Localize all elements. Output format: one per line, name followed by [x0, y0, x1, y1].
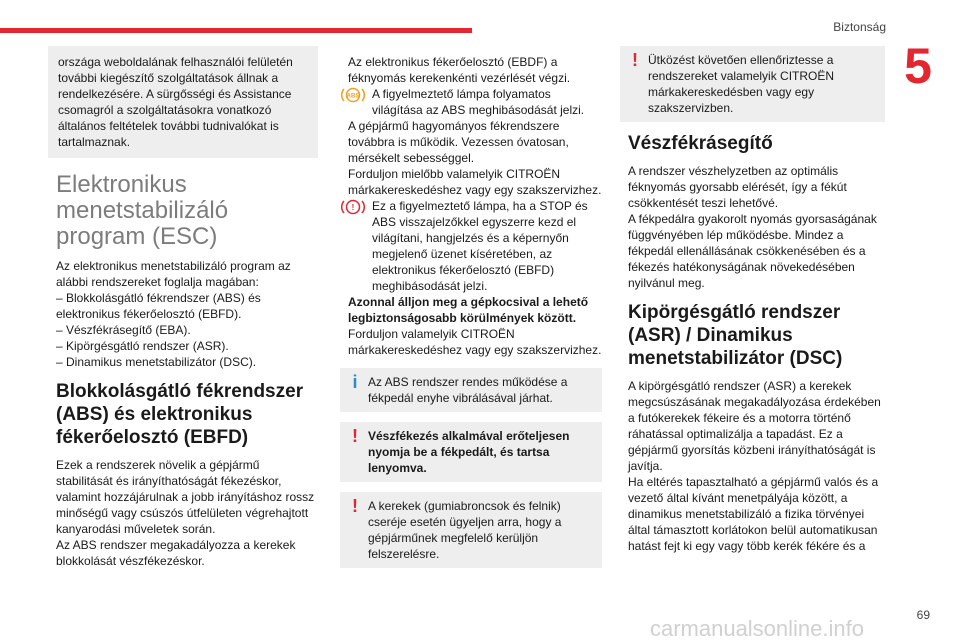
- esc-list-item: – Vészfékrásegítő (EBA).: [56, 323, 191, 337]
- warning-icon: !: [632, 50, 638, 70]
- abs-lamp-row: [340, 86, 602, 118]
- esc-list-item: – Dinamikus menetstabilizátor (DSC).: [56, 355, 257, 369]
- info-callout-text: Az ABS rendszer rendes működése a fékpedál enyhe vibrálásával járhat.: [368, 375, 568, 405]
- eba-paragraph-1: A rendszer vészhelyzetben az optimális féknyomás gyorsabb elérését, így a fékút csökkentését teszi lehetővé.: [628, 164, 847, 210]
- stop-bold-instruction: Azonnal álljon meg a gépkocsival a lehető legbiztonságosabb körülmények között.: [348, 295, 589, 325]
- info-icon: i: [352, 372, 358, 392]
- intro-box-text: országa weboldalának felhasználói felületén további kiegészítő szolgáltatások állnak a rendelkezésére. A sürgősségi és Assistance csomagról a szolgáltatásokra vonatkozó általános feltételek további tudnivalókat is tartalmaznak.: [58, 55, 293, 149]
- warning-callout-2-text: A kerekek (gumiabroncsok és felnik) cseréje esetén ügyeljen arra, hogy a gépjárműnek megfelelő kerüljön felszerelésre.: [368, 499, 562, 561]
- esc-list-item: – Kipörgésgátló rendszer (ASR).: [56, 339, 229, 353]
- column-3: [620, 46, 885, 554]
- paragraph-2: A gépjármű hagyományos fékrendszere továbbra is működik. Vezessen óvatosan, mérsékelt sebességgel.: [348, 119, 569, 165]
- abs-warning-lamp-icon: [340, 86, 366, 104]
- watermark: carmanualsonline.info: [649, 616, 864, 641]
- warning-callout-2: [340, 492, 602, 568]
- chapter-number: 5: [904, 38, 932, 94]
- column-2: [340, 54, 602, 578]
- asr-paragraph-1: A kipörgésgátló rendszer (ASR) a kerekek megcsúszásának megakadályozása érdekében a futókerekek fékeire és a motorra történő ráhatással optimalizálja a tapadást. Ez a gépjármű gyorsítás közbeni irányíthatóságát is javítja.: [628, 379, 881, 473]
- paragraph-4: Forduljon valamelyik CITROËN márkakereskedéshez vagy egy szakszervizhez.: [348, 327, 602, 357]
- abs-paragraph-1: Ezek a rendszerek növelik a gépjármű stabilitását és irányíthatóságát fékezéskor, valamint hozzájárulnak a jobb irányításhoz rossz minőségű vagy csúszós útfelületen végrehajtott kanyarodási műveletek során.: [56, 458, 315, 536]
- ebfd-paragraph: Az elektronikus fékerőelosztó (EBDF) a féknyomás kerekenkénti vezérlését végzi.: [348, 55, 571, 85]
- abs-paragraph-2: Az ABS rendszer megakadályozza a kerekek blokkolását vészfékezéskor.: [56, 538, 296, 568]
- intro-box: [48, 46, 318, 158]
- heading-abs: Blokkolásgátló fékrendszer (ABS) és elektronikus fékerőelosztó (EBFD): [56, 381, 304, 448]
- abs-lamp-label: ABS: [346, 93, 360, 100]
- heading-esc: Elektronikus menetstabilizáló program (ESC): [56, 171, 229, 250]
- info-callout: [340, 368, 602, 412]
- warning-callout-1: [340, 422, 602, 482]
- section-title: Biztonság: [833, 20, 886, 34]
- warning-callout-3-text: Ütközést követően ellenőriztesse a rendszereket valamelyik CITROËN márkakereskedésben vagy egy szakszervizben.: [648, 53, 835, 115]
- column-1: [48, 46, 318, 569]
- warning-callout-3: [620, 46, 885, 122]
- stop-lamp-text: Ez a figyelmeztető lámpa, ha a STOP és ABS visszajelzőkkel egyszerre kezd el világítani, hangjelzés és a képernyőn megjelenő üzenet kíséretében, az elektronikus fékerőelosztó (EBFD) meghibásodását jelzi.: [372, 199, 588, 293]
- stop-lamp-row: [340, 198, 602, 294]
- svg-text:!: !: [351, 203, 355, 212]
- warning-icon: !: [352, 496, 358, 516]
- esc-intro: Az elektronikus menetstabilizáló program az alábbi rendszereket foglalja magában:: [56, 259, 291, 289]
- page-number: 69: [916, 608, 930, 622]
- esc-list-item: – Blokkolásgátló fékrendszer (ABS) és elektronikus fékerőelosztó (EBFD).: [56, 291, 261, 321]
- warning-icon: !: [352, 426, 358, 446]
- brake-warning-lamp-icon: [340, 198, 366, 216]
- header-accent-bar: [0, 28, 472, 33]
- asr-paragraph-2: Ha eltérés tapasztalható a gépjármű valós és a vezető által kívánt menetpályája között, a dinamikus menetstabilizáló a fizika törvényei által támasztott korlátokon belül automatikusan hatást fejt ki egy vagy több kerék fékére és a: [628, 475, 879, 553]
- heading-asr-dsc: Kipörgésgátló rendszer (ASR) / Dinamikus menetstabilizátor (DSC): [628, 302, 843, 369]
- heading-eba: Vészfékrásegítő: [628, 133, 773, 154]
- eba-paragraph-2: A fékpedálra gyakorolt nyomás gyorsaságának függvényében lép működésbe. Mindez a fékpedál ellenállásának csökkenésében és a fékezés hatékonyságának növekedésében nyilvánul meg.: [628, 212, 877, 290]
- abs-lamp-text: A figyelmeztető lámpa folyamatos világítása az ABS meghibásodását jelzi.: [372, 87, 585, 117]
- warning-callout-1-text: Vészfékezés alkalmával erőteljesen nyomja be a fékpedált, és tartsa lenyomva.: [368, 429, 570, 475]
- paragraph-3: Forduljon mielőbb valamelyik CITROËN márkakereskedéshez vagy egy szakszervizhez.: [348, 167, 602, 197]
